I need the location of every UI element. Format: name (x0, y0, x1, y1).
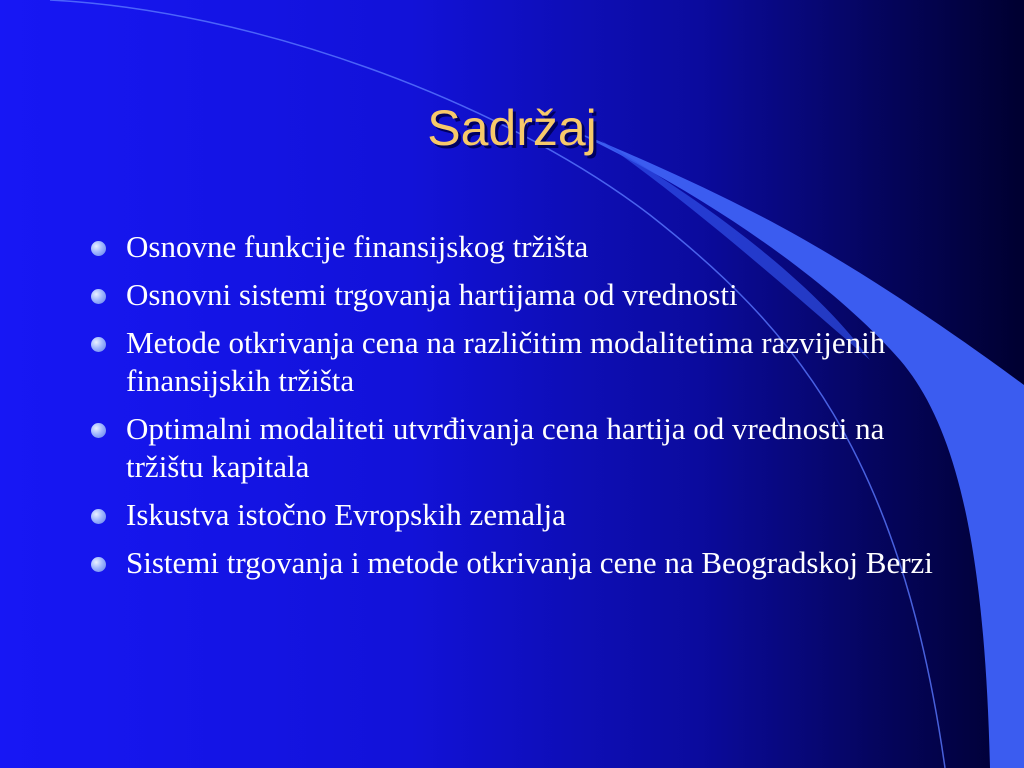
bullet-text: Osnovne funkcije finansijskog tržišta (126, 229, 589, 264)
content-bullet-list (90, 228, 950, 592)
bullet-text: Sistemi trgovanja i metode otkrivanja cene na Beogradskoj Berzi (126, 545, 933, 580)
slide-title: Sadržaj (427, 100, 597, 156)
bullet-icon (91, 241, 106, 256)
bullet-text: Metode otkrivanja cena na različitim modalitetima razvijenih finansijskih tržišta (126, 325, 886, 398)
bullet-text: Iskustva istočno Evropskih zemalja (126, 497, 566, 532)
list-item (90, 544, 950, 582)
list-item (90, 324, 950, 400)
bullet-text: Optimalni modaliteti utvrđivanja cena hartija od vrednosti na tržištu kapitala (126, 411, 885, 484)
list-item (90, 276, 950, 314)
list-item (90, 228, 950, 266)
bullet-icon (91, 423, 106, 438)
bullet-icon (91, 509, 106, 524)
bullet-icon (91, 337, 106, 352)
list-item (90, 496, 950, 534)
bullet-text: Osnovni sistemi trgovanja hartijama od vrednosti (126, 277, 738, 312)
bullet-icon (91, 289, 106, 304)
bullet-icon (91, 557, 106, 572)
list-item (90, 410, 950, 486)
